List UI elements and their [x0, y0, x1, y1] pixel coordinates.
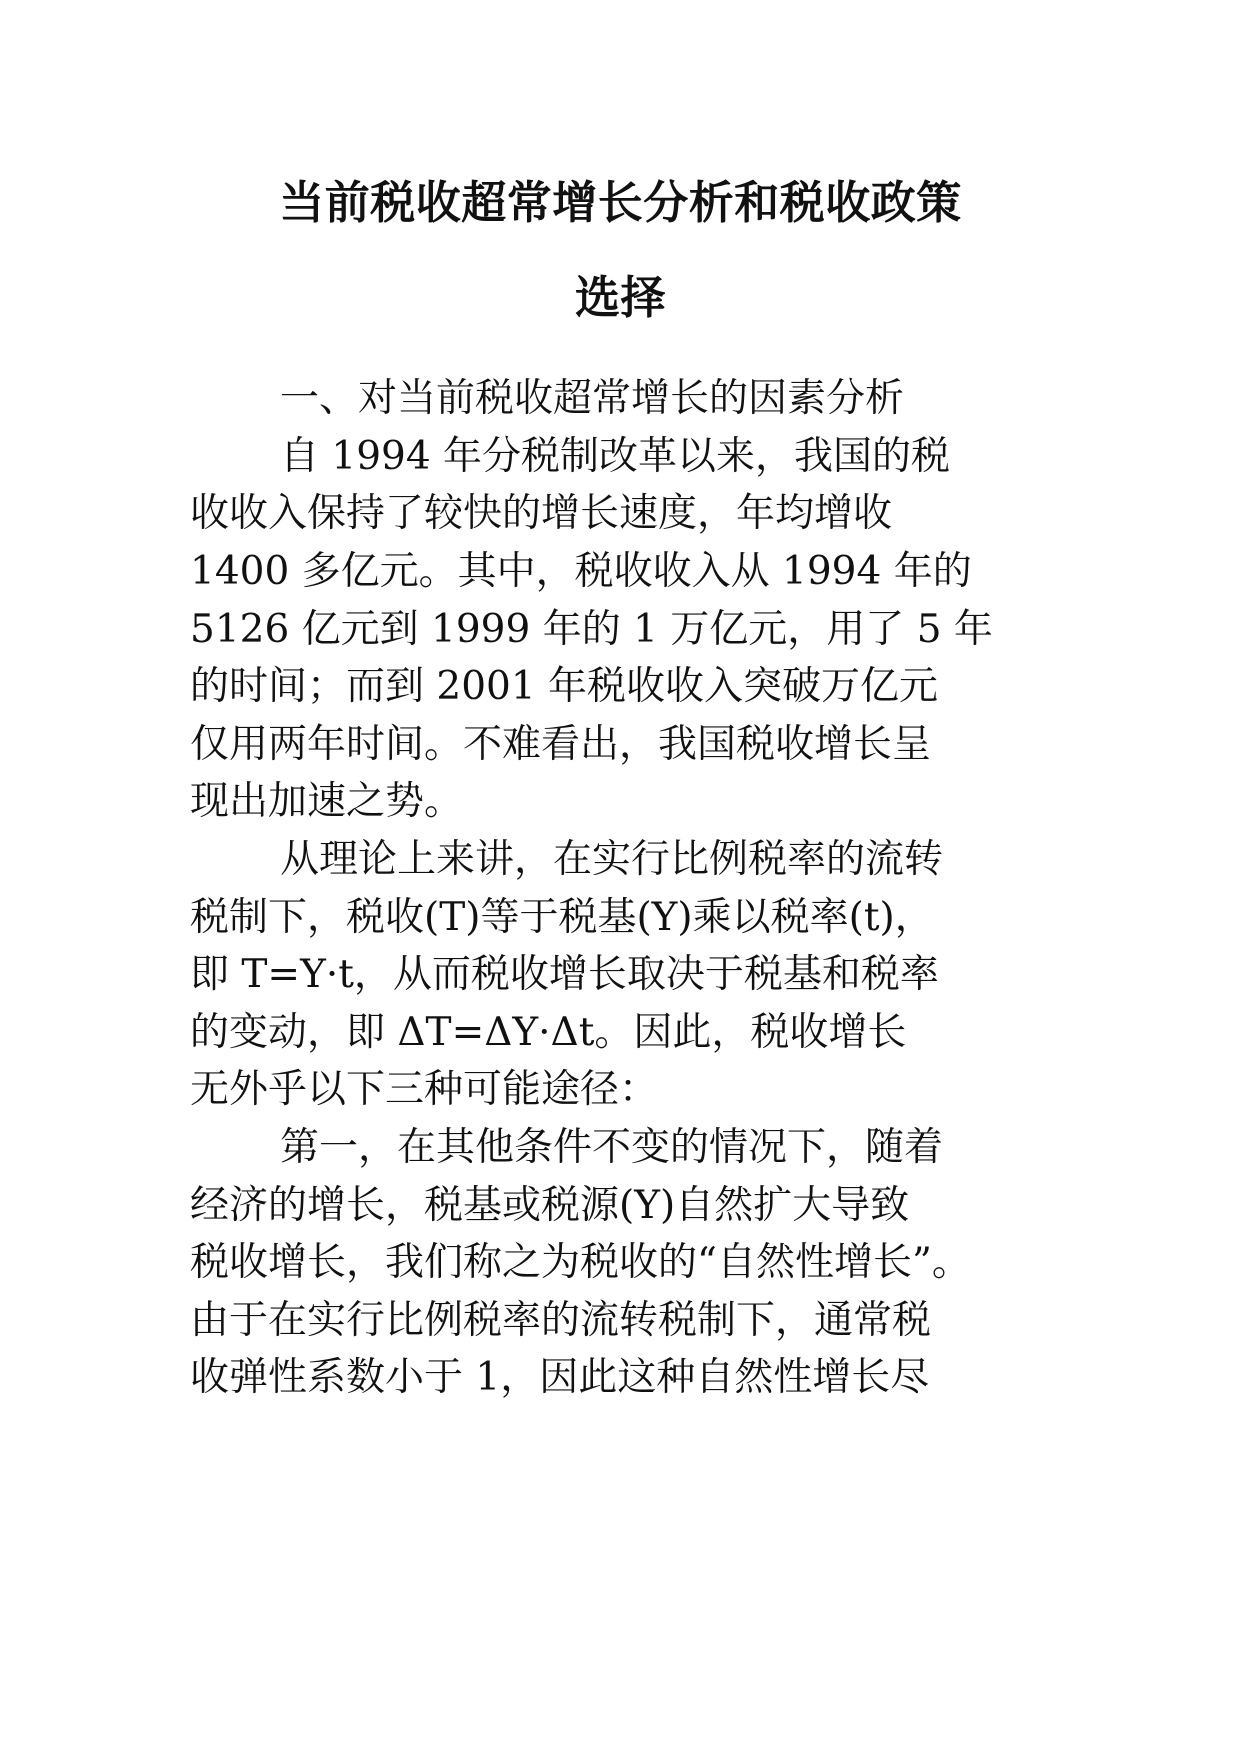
paragraph-line: 仅用两年时间。不难看出，我国税收增长呈: [190, 722, 932, 767]
paragraph-line: 经济的增长，税基或税源(Y)自然扩大导致: [190, 1183, 910, 1228]
section-heading: 一、对当前税收超常增长的因素分析: [280, 376, 905, 421]
paragraph-line: 的变动，即 ΔT=ΔY·Δt。因此，税收增长: [190, 1010, 907, 1055]
paragraph-line: 第一，在其他条件不变的情况下，随着: [280, 1125, 944, 1170]
paragraph-line: 由于在实行比例税率的流转税制下，通常税: [190, 1298, 932, 1343]
document-title-line-2: 选择: [574, 271, 666, 324]
document-title-line-1: 当前税收超常增长分析和税收政策: [279, 176, 962, 229]
paragraph-line: 收弹性系数小于 1，因此这种自然性增长尽: [190, 1355, 930, 1400]
paragraph-line: 即 T=Y·t，从而税收增长取决于税基和税率: [190, 952, 939, 997]
paragraph-line: 税收增长，我们称之为税收的“自然性增长”。: [190, 1240, 971, 1285]
paragraph-line: 的时间；而到 2001 年税收收入突破万亿元: [190, 664, 939, 709]
paragraph-line: 税制下，税收(T)等于税基(Y)乘以税率(t)，: [190, 895, 934, 940]
paragraph-line: 从理论上来讲，在实行比例税率的流转: [280, 837, 944, 882]
paragraph-line: 现出加速之势。: [190, 779, 464, 824]
paragraph-line: 自 1994 年分税制改革以来，我国的税: [280, 434, 951, 479]
paragraph-line: 5126 亿元到 1999 年的 1 万亿元，用了 5 年: [190, 607, 993, 652]
paragraph-line: 无外乎以下三种可能途径：: [190, 1067, 659, 1112]
paragraph-line: 1400 多亿元。其中，税收收入从 1994 年的: [190, 549, 972, 594]
paragraph-line: 收收入保持了较快的增长速度，年均增收: [190, 491, 893, 536]
